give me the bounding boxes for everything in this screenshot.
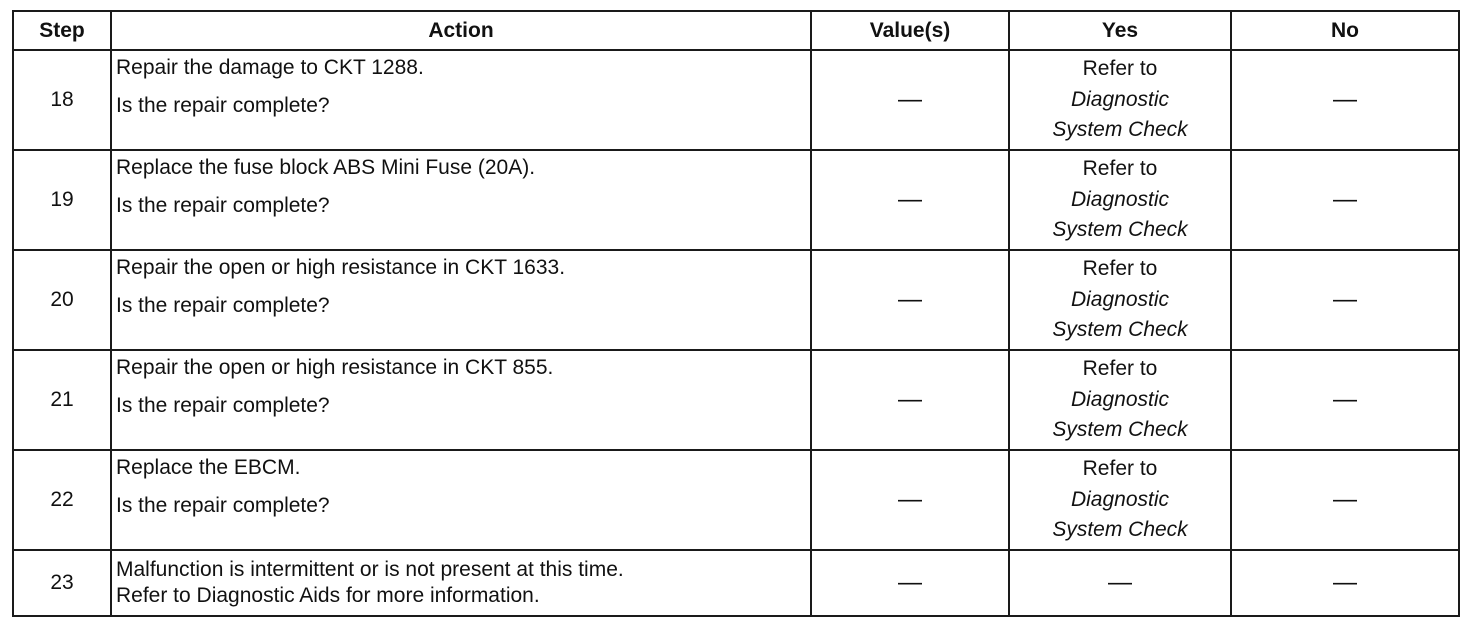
yes-ref-link: Diagnostic — [1070, 487, 1170, 511]
yes-cell — [1009, 350, 1231, 450]
table-row — [13, 350, 1459, 450]
action-cell — [111, 250, 811, 350]
no-dash: — — [1333, 486, 1357, 513]
action-text: Replace the EBCM. — [116, 456, 301, 479]
yes-cell — [1009, 250, 1231, 350]
header-action: Action — [111, 11, 811, 50]
step-number: 18 — [13, 50, 111, 150]
action-question: Is the repair complete? — [116, 94, 330, 118]
action-text: Malfunction is intermittent or is not present at this time. — [116, 558, 624, 581]
yes-ref-link: System Check — [1052, 318, 1188, 342]
no-cell — [1231, 550, 1459, 616]
action-text: Refer to Diagnostic Aids for more information. — [116, 584, 540, 608]
value-cell — [811, 350, 1009, 450]
header-yes: Yes — [1009, 11, 1231, 50]
table-row — [13, 250, 1459, 350]
value-dash: — — [898, 569, 922, 596]
value-cell — [811, 50, 1009, 150]
table-row — [13, 150, 1459, 250]
value-cell — [811, 250, 1009, 350]
header-no: No — [1231, 11, 1459, 50]
yes-refer-text: Refer to — [1082, 157, 1158, 181]
action-text: Repair the open or high resistance in CKT 855. — [116, 356, 554, 379]
value-cell — [811, 550, 1009, 616]
no-dash: — — [1333, 186, 1357, 213]
yes-refer-text: Refer to — [1082, 257, 1158, 281]
yes-cell — [1009, 450, 1231, 550]
step-number: 19 — [13, 150, 111, 250]
action-cell — [111, 150, 811, 250]
action-text: Repair the damage to CKT 1288. — [116, 56, 424, 79]
yes-refer-text: Refer to — [1082, 457, 1158, 481]
no-cell — [1231, 250, 1459, 350]
diagnostic-table — [12, 10, 1460, 617]
no-dash: — — [1333, 286, 1357, 313]
action-question: Is the repair complete? — [116, 494, 330, 518]
value-dash: — — [898, 386, 922, 413]
action-text: Replace the fuse block ABS Mini Fuse (20A). — [116, 156, 536, 179]
yes-cell — [1009, 50, 1231, 150]
header-row — [13, 11, 1459, 50]
yes-dash: — — [1108, 569, 1132, 596]
value-dash: — — [898, 286, 922, 313]
yes-ref-link: System Check — [1052, 518, 1188, 542]
no-dash: — — [1333, 386, 1357, 413]
value-dash: — — [898, 86, 922, 113]
no-cell — [1231, 350, 1459, 450]
yes-refer-text: Refer to — [1082, 57, 1158, 81]
yes-cell — [1009, 150, 1231, 250]
yes-ref-link: System Check — [1052, 118, 1188, 142]
yes-refer-text: Refer to — [1082, 357, 1158, 381]
header-values: Value(s) — [811, 11, 1009, 50]
no-dash: — — [1333, 569, 1357, 596]
value-dash: — — [898, 186, 922, 213]
yes-ref-link: Diagnostic — [1070, 387, 1170, 411]
yes-ref-link: Diagnostic — [1070, 187, 1170, 211]
yes-ref-link: System Check — [1052, 218, 1188, 242]
table-row — [13, 50, 1459, 150]
action-cell — [111, 550, 811, 616]
no-dash: — — [1333, 86, 1357, 113]
table-row — [13, 550, 1459, 616]
no-cell — [1231, 50, 1459, 150]
step-number: 22 — [13, 450, 111, 550]
action-cell — [111, 450, 811, 550]
action-question: Is the repair complete? — [116, 194, 330, 218]
value-dash: — — [898, 486, 922, 513]
value-cell — [811, 450, 1009, 550]
action-question: Is the repair complete? — [116, 294, 330, 318]
step-number: 21 — [13, 350, 111, 450]
no-cell — [1231, 450, 1459, 550]
action-text: Repair the open or high resistance in CKT 1633. — [116, 256, 566, 279]
header-step: Step — [13, 11, 111, 50]
yes-ref-link: System Check — [1052, 418, 1188, 442]
step-number: 20 — [13, 250, 111, 350]
table-row — [13, 450, 1459, 550]
value-cell — [811, 150, 1009, 250]
yes-cell — [1009, 550, 1231, 616]
yes-ref-link: Diagnostic — [1070, 287, 1170, 311]
action-cell — [111, 350, 811, 450]
no-cell — [1231, 150, 1459, 250]
action-cell — [111, 50, 811, 150]
step-number: 23 — [13, 550, 111, 616]
action-question: Is the repair complete? — [116, 394, 330, 418]
yes-ref-link: Diagnostic — [1070, 87, 1170, 111]
